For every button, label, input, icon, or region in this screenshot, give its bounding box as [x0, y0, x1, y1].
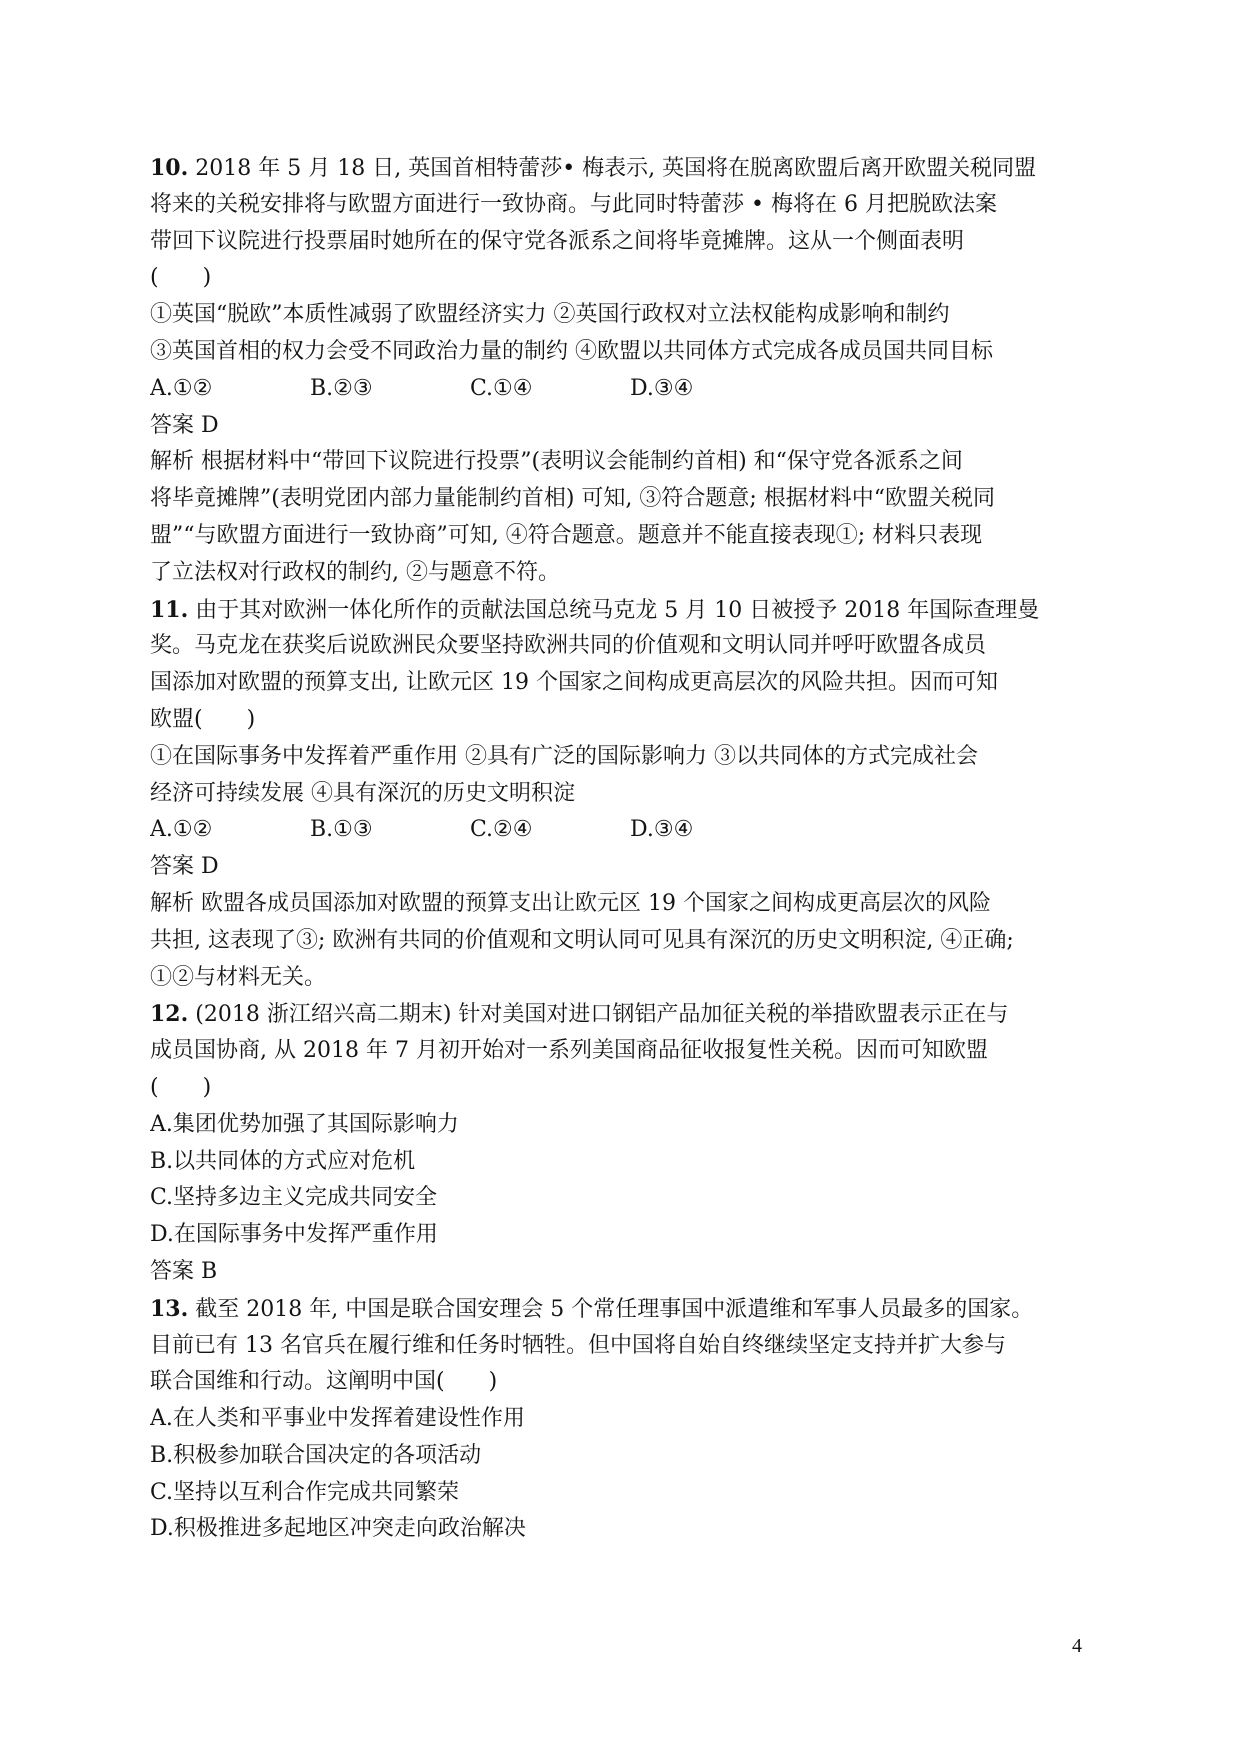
q12-option-b: B.以共同体的方式应对危机 [150, 1148, 416, 1174]
q11-text: 由于其对欧洲一体化所作的贡献法国总统马克龙 5 月 10 日被授予 2018 年国际查理曼 [188, 597, 1040, 623]
q12-line-1 [150, 996, 1110, 1033]
q10-option-b: B.②③ [310, 375, 373, 401]
q13-line-3: 联合国维和行动。这阐明中国( ) [150, 1369, 498, 1395]
q13-option-a: A.在人类和平事业中发挥着建设性作用 [150, 1406, 525, 1432]
page-number: 4 [1072, 1635, 1082, 1657]
q11-explanation-1: 解析 欧盟各成员国添加对欧盟的预算支出让欧元区 19 个国家之间构成更高层次的风险 [150, 890, 991, 916]
q13-option-d: D.积极推进多起地区冲突走向政治解决 [150, 1516, 526, 1542]
q12-blank: ( ) [150, 1074, 212, 1100]
q12-answer: 答案 B [150, 1258, 218, 1284]
q11-statements-2: 经济可持续发展 ④具有深沉的历史文明积淀 [150, 780, 575, 806]
q11-number: 11. [150, 596, 189, 623]
q10-explanation-4: 了立法权对行政权的制约, ②与题意不符。 [150, 559, 560, 585]
q10-option-a: A.①② [150, 375, 213, 401]
q11-statements-1: ①在国际事务中发挥着严重作用 ②具有广泛的国际影响力 ③以共同体的方式完成社会 [150, 743, 978, 769]
q10-statements-1: ①英国“脱欧”本质性减弱了欧盟经济实力 ②英国行政权对立法权能构成影响和制约 [150, 302, 950, 328]
q11-options [150, 812, 1110, 849]
q10-answer: 答案 D [150, 412, 219, 438]
q10-explanation-1: 解析 根据材料中“带回下议院进行投票”(表明议会能制约首相) 和“保守党各派系之间 [150, 449, 963, 475]
q10-option-d: D.③④ [630, 375, 694, 401]
q12-option-c: C.坚持多边主义完成共同安全 [150, 1185, 438, 1211]
q10-option-c: C.①④ [470, 375, 533, 401]
q10-number: 10. [150, 155, 189, 181]
q12-number: 12. [150, 1001, 189, 1028]
q10-line-2: 将来的关税安排将与欧盟方面进行一致协商。与此同时特蕾莎 • 梅将在 6 月把脱欧法案 [150, 191, 997, 217]
q13-number: 13. [150, 1295, 189, 1322]
q11-option-c: C.②④ [470, 817, 533, 843]
q10-explanation-2: 将毕竟摊牌”(表明党团内部力量能制约首相) 可知, ③符合题意; 根据材料中“欧盟关税同 [150, 486, 996, 512]
q13-line-1 [150, 1291, 1110, 1328]
q12-text: (2018 浙江绍兴高二期末) 针对美国对进口钢铝产品加征关税的举措欧盟表示正在与 [188, 1002, 1009, 1028]
q10-explanation-3: 盟”“与欧盟方面进行一致协商”可知, ④符合题意。题意并不能直接表现①; 材料只表现 [150, 522, 983, 548]
q11-option-a: A.①② [150, 817, 213, 843]
q10-line-3: 带回下议院进行投票届时她所在的保守党各派系之间将毕竟摊牌。这从一个侧面表明 [150, 228, 965, 254]
q11-line-4: 欧盟( ) [150, 706, 256, 732]
q11-explanation-2: 共担, 这表现了③; 欧洲有共同的价值观和文明认同可见具有深沉的历史文明积淀, ④正确; [150, 927, 1014, 953]
q10-statements-2: ③英国首相的权力会受不同政治力量的制约 ④欧盟以共同体方式完成各成员国共同目标 [150, 338, 993, 364]
q13-text: 截至 2018 年, 中国是联合国安理会 5 个常任理事国中派遣维和军事人员最多的国家。 [188, 1296, 1034, 1322]
q11-explanation-3: ①②与材料无关。 [150, 964, 327, 990]
q12-line-2: 成员国协商, 从 2018 年 7 月初开始对一系列美国商品征收报复性关税。因而可知欧盟 [150, 1038, 988, 1064]
q10-line-1 [150, 150, 1110, 187]
q11-option-b: B.①③ [310, 817, 373, 843]
q10-text: 2018 年 5 月 18 日, 英国首相特蕾莎• 梅表示, 英国将在脱离欧盟后离开欧盟关税同盟 [188, 156, 1037, 181]
q10-blank: ( ) [150, 265, 212, 291]
document-body [150, 150, 1110, 1548]
q11-line-2: 奖。马克龙在获奖后说欧洲民众要坚持欧洲共同的价值观和文明认同并呼吁欧盟各成员 [150, 633, 987, 659]
q11-answer: 答案 D [150, 854, 219, 880]
q11-line-3: 国添加对欧盟的预算支出, 让欧元区 19 个国家之间构成更高层次的风险共担。因而可知 [150, 670, 998, 696]
q11-option-d: D.③④ [630, 817, 694, 843]
q13-option-c: C.坚持以互利合作完成共同繁荣 [150, 1479, 460, 1505]
q11-line-1 [150, 592, 1110, 629]
q10-options [150, 371, 1110, 408]
q13-option-b: B.积极参加联合国决定的各项活动 [150, 1442, 482, 1468]
q12-option-a: A.集团优势加强了其国际影响力 [150, 1111, 459, 1137]
q13-line-2: 目前已有 13 名官兵在履行维和任务时牺牲。但中国将自始自终继续坚定支持并扩大参与 [150, 1332, 1006, 1358]
q12-option-d: D.在国际事务中发挥严重作用 [150, 1222, 438, 1248]
